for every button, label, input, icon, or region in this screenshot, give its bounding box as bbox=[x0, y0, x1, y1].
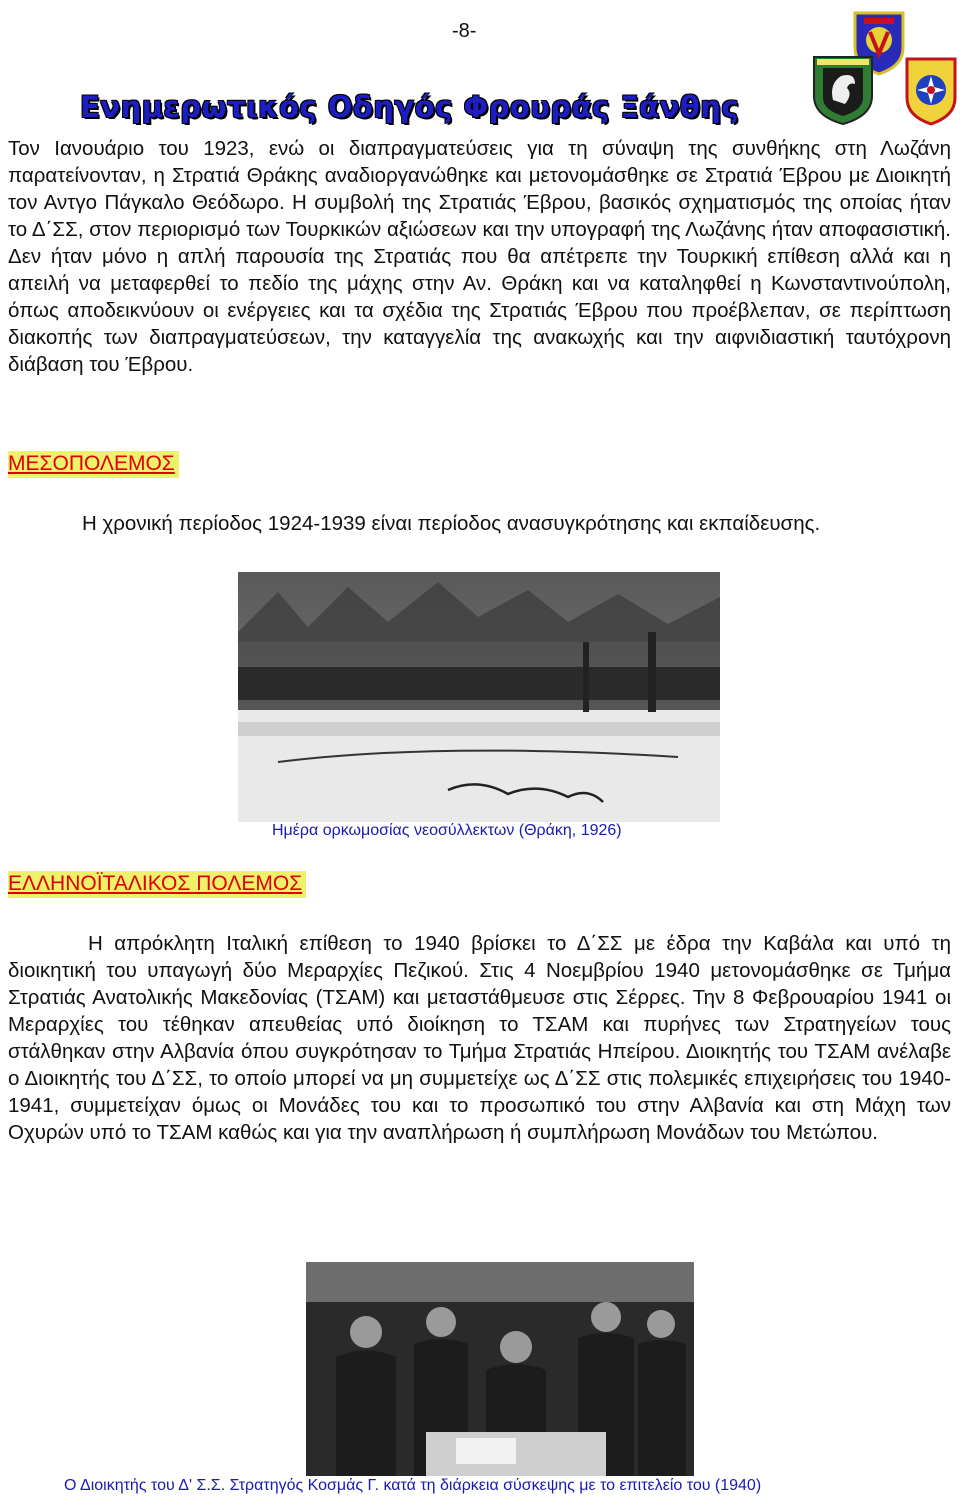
caption-photo-2: Ο Διοικητής του Δ' Σ.Σ. Στρατηγός Κοσμάς Γ. κατά τη διάρκεια σύσκεψης με το επιτελείο του (1940) bbox=[64, 1477, 762, 1494]
photo-general-staff-meeting bbox=[306, 1262, 694, 1476]
paragraph-greco-italian-war bbox=[8, 930, 951, 1146]
paragraph-text: Τον Ιανουάριο του 1923, ενώ οι διαπραγματεύσεις για τη σύναψη της συνθήκης στη Λωζάνη παρατείνονταν, η Στρατιά Θράκης αναδιοργανώθηκε και μετονομάσθηκε σε Στρατιά Έβρου με Διοικητή τον Αντγο Πάγκαλο Θεόδωρο. Η συμβολή της Στρατιάς Έβρου, βασικός σχηματισμός της οποίας ήταν το Δ΄ΣΣ, στον περιορισμό των Τουρκικών αξιώσεων και την υπογραφή της Λωζάνης ήταν αποφασιστική. Δεν ήταν μόνο η απλή παρουσία της Στρατιάς που θα απέτρεπε την Τουρκική επίθεση αλλά και η απειλή να μεταφερθεί το πεδίο της μάχης στην Αν. Θράκη και να καταληφθεί η Κωνσταντινούπολη, όπως αποδεικνύουν οι ενέργειες και τα σχέδια της Στρατιάς Έβρου που προέβλεπαν, σε περίπτωση διακοπής των διαπραγματεύσεων, την καταγγελία της ανακωχής και την αιφνιδιαστική ταυτόχρονη διάβαση του Έβρου. bbox=[8, 137, 951, 376]
paragraph-lausanne bbox=[8, 135, 951, 378]
section-heading-greco-italian-war: ΕΛΛΗΝΟΪΤΑΛΙΚΟΣ ΠΟΛΕΜΟΣ bbox=[8, 871, 306, 898]
paragraph-text: Η απρόκλητη Ιταλική επίθεση το 1940 βρίσκει το Δ΄ΣΣ με έδρα την Καβάλα και υπό τη διοικητική του υπαγωγή δύο Μεραρχίες Πεζικού. Στις 4 Νοεμβρίου 1940 μετονομάσθηκε σε Τμήμα Στρατιάς Ανατολικής Μακεδονίας (ΤΣΑΜ) και μεταστάθμευσε στις Σέρρες. Την 8 Φεβρουαρίου 1941 οι Μεραρχίες του τέθηκαν απευθείας υπό διοίκηση το ΤΣΑΜ και πυρήνες των Στρατηγείων τους στάλθηκαν στην Αλβανία όπου συγκρότησαν το Τμήμα Στρατιάς Ηπείρου. Διοικητής του ΤΣΑΜ ανέλαβε ο Διοικητής του Δ΄ΣΣ, το οποίο μπορεί να μη συμμετείχε ως Δ΄ΣΣ στις πολεμικές επιχειρήσεις του 1940-1941, συμμετείχαν όμως οι Μονάδες του και το προσωπικό του στην Αλβανία και στη Μάχη των Οχυρών υπό το ΤΣΑΜ καθώς και για την αναπλήρωση ή συμπλήρωση Μονάδων του Μετώπου. bbox=[8, 932, 951, 1144]
eagle-emblem bbox=[811, 54, 875, 126]
page-number: -8- bbox=[452, 20, 477, 42]
paragraph-interwar bbox=[8, 510, 951, 537]
paragraph-text: Η χρονική περίοδος 1924-1939 είναι περίοδος ανασυγκρότησης και εκπαίδευσης. bbox=[82, 512, 821, 535]
section-heading-interwar: ΜΕΣΟΠΟΛΕΜΟΣ bbox=[8, 451, 179, 478]
photo-recruit-oath-ceremony bbox=[238, 572, 720, 822]
header-title: Ενημερωτικός Οδηγός Φρουράς Ξάνθης bbox=[80, 90, 740, 124]
caption-photo-1: Ημέρα ορκωμοσίας νεοσύλλεκτων (Θράκη, 1926) bbox=[272, 822, 622, 839]
corps-emblem bbox=[904, 56, 958, 126]
